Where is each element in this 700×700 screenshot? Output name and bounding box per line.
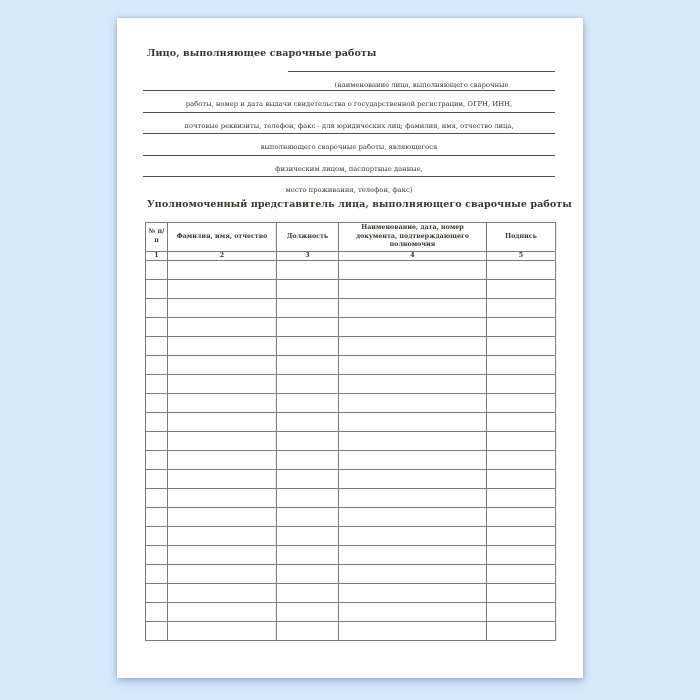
table-cell-empty [277,261,339,280]
table-cell-empty [146,451,168,470]
table-cell-empty [277,299,339,318]
table-cell-empty [277,375,339,394]
table-cell-empty [168,508,277,527]
fill-in-caption: место проживания, телефон, факс) [285,186,413,194]
table-row [146,603,556,622]
table-cell-empty [146,622,168,641]
table-cell-empty [168,337,277,356]
table-cell-empty [339,603,487,622]
table-cell-empty [168,413,277,432]
fill-in-caption: выполняющего сварочные работы, являющегося [260,143,438,151]
table-cell-empty [339,546,487,565]
table-cell-empty [146,318,168,337]
table-cell-empty [487,337,556,356]
table-cell-empty [277,622,339,641]
table-cell-empty [168,299,277,318]
table-cell-empty [339,299,487,318]
section-title-representative: Уполномоченный представитель лица, выполняющего сварочные работы [147,199,572,210]
table-cell-empty [277,565,339,584]
table-cell-empty [277,318,339,337]
column-number: 2 [168,251,277,261]
table-cell-empty [339,375,487,394]
table-cell-empty [339,261,487,280]
column-number: 1 [146,251,168,261]
table-cell-empty [146,261,168,280]
table-cell-empty [487,489,556,508]
table-cell-empty [339,508,487,527]
table-cell-empty [339,584,487,603]
table-cell-empty [277,508,339,527]
table-row [146,375,556,394]
table-cell-empty [487,527,556,546]
table-cell-empty [339,622,487,641]
table-cell-empty [146,508,168,527]
table-row [146,261,556,280]
table-header-row [146,223,556,252]
table-cell-empty [339,318,487,337]
table-cell-empty [487,375,556,394]
table-cell-empty [146,356,168,375]
table-cell-empty [277,546,339,565]
table-cell-empty [146,432,168,451]
table-cell-empty [277,337,339,356]
table-cell-empty [168,432,277,451]
table-cell-empty [487,470,556,489]
table-cell-empty [146,280,168,299]
table-cell-empty [168,394,277,413]
representatives-table [145,222,556,641]
table-row [146,451,556,470]
table-row [146,318,556,337]
column-number: 4 [339,251,487,261]
table-header [146,223,556,261]
table-cell-empty [339,413,487,432]
table-cell-empty [168,489,277,508]
table-row [146,394,556,413]
table-cell-empty [168,318,277,337]
fill-in-line [143,112,555,133]
table-cell-empty [146,489,168,508]
table-cell-empty [487,565,556,584]
table-cell-empty [168,375,277,394]
column-header-name: Фамилия, имя, отчество [168,223,277,252]
column-header-number: № п/п [146,223,168,252]
table-row [146,622,556,641]
table-cell-empty [339,489,487,508]
table-cell-empty [277,413,339,432]
table-cell-empty [168,470,277,489]
table-cell-empty [146,337,168,356]
table-cell-empty [487,584,556,603]
fill-in-line [288,71,555,90]
table-cell-empty [339,432,487,451]
table-cell-empty [146,527,168,546]
table-cell-empty [339,394,487,413]
table-cell-empty [168,451,277,470]
table-row [146,527,556,546]
fill-in-line [143,176,555,194]
table-cell-empty [339,527,487,546]
fill-in-caption: работы, номер и дата выдачи свидетельства о государственной регистрации, ОГРН, ИНН, [185,100,513,108]
document-page [117,18,583,678]
table-cell-empty [168,622,277,641]
table-cell-empty [277,603,339,622]
table-cell-empty [487,451,556,470]
table-row [146,337,556,356]
fill-in-line [143,155,555,176]
section-title-welder: Лицо, выполняющее сварочные работы [147,48,377,59]
table-cell-empty [146,375,168,394]
column-header-position: Должность [277,223,339,252]
table-row [146,546,556,565]
table-cell-empty [277,489,339,508]
table-cell-empty [277,470,339,489]
table-row [146,299,556,318]
table-body [146,261,556,641]
table-cell-empty [339,451,487,470]
table-cell-empty [168,527,277,546]
table-cell-empty [487,394,556,413]
table-cell-empty [339,565,487,584]
column-number: 3 [277,251,339,261]
table-cell-empty [146,299,168,318]
table-cell-empty [487,356,556,375]
fill-in-caption: почтовые реквизиты, телефон, факс - для юридических лиц; фамилия, имя, отчество лица, [184,122,514,130]
column-header-document: Наименование, дата, номер документа, подтверждающего полномочия [339,223,487,252]
table-row [146,470,556,489]
table-cell-empty [487,508,556,527]
table-cell-empty [339,356,487,375]
table-cell-empty [146,546,168,565]
table-cell-empty [168,565,277,584]
table-cell-empty [487,261,556,280]
table-cell-empty [146,565,168,584]
fill-in-caption: (наименование лица, выполняющего сварочные [334,81,509,89]
table-cell-empty [146,394,168,413]
table-cell-empty [168,261,277,280]
table-cell-empty [339,337,487,356]
table-row [146,489,556,508]
table-cell-empty [277,280,339,299]
column-number: 5 [487,251,556,261]
table-row [146,508,556,527]
table-cell-empty [168,584,277,603]
table-cell-empty [277,394,339,413]
table-cell-empty [168,603,277,622]
column-header-signature: Подпись [487,223,556,252]
fill-in-line [143,133,555,155]
table-cell-empty [168,356,277,375]
table-cell-empty [146,413,168,432]
table-cell-empty [277,584,339,603]
table-cell-empty [277,527,339,546]
table-cell-empty [487,432,556,451]
table-cell-empty [487,280,556,299]
table-row [146,584,556,603]
table-cell-empty [487,299,556,318]
table-cell-empty [339,280,487,299]
table-row [146,432,556,451]
table-cell-empty [146,584,168,603]
table-cell-empty [487,603,556,622]
table-cell-empty [339,470,487,489]
table-row [146,413,556,432]
fill-in-caption: физическим лицом, паспортные данные, [275,165,423,173]
table-cell-empty [146,603,168,622]
table-cell-empty [277,432,339,451]
fill-in-line [143,90,555,112]
table-cell-empty [487,622,556,641]
table-row [146,565,556,584]
table-row [146,280,556,299]
column-numbering-row [146,251,556,261]
table-cell-empty [146,470,168,489]
table-cell-empty [487,413,556,432]
table-cell-empty [277,356,339,375]
table-cell-empty [168,546,277,565]
table-cell-empty [168,280,277,299]
table-cell-empty [487,546,556,565]
table-row [146,356,556,375]
table-cell-empty [487,318,556,337]
table-cell-empty [277,451,339,470]
